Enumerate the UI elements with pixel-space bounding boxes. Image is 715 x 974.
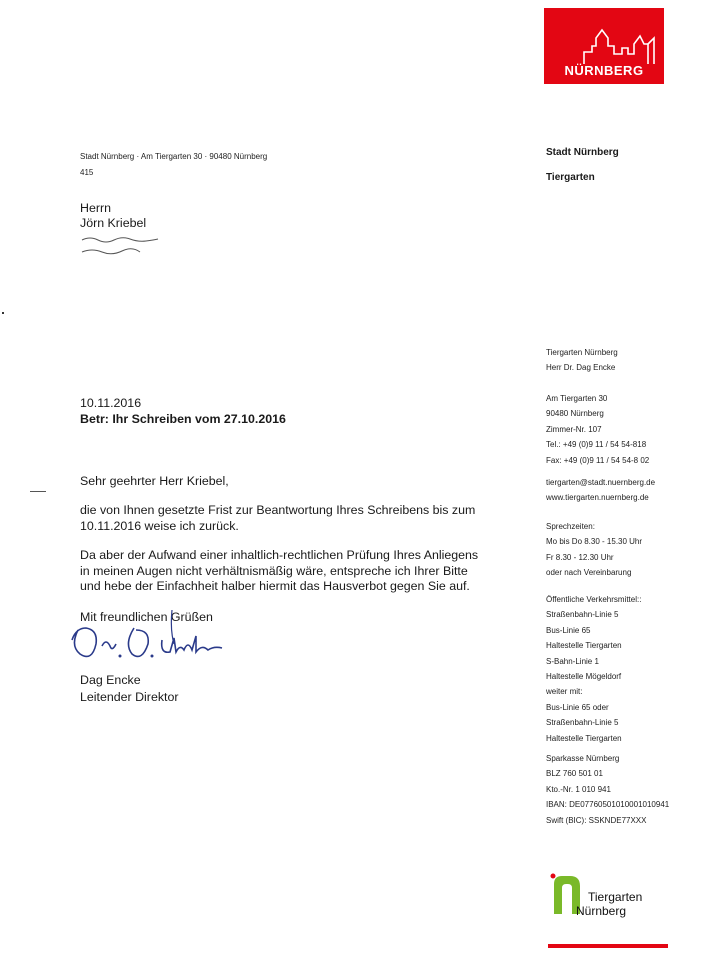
transit-block: [546, 592, 641, 746]
contact-city: 90480 Nürnberg: [546, 409, 604, 419]
footer-logo-line1: Tiergarten: [588, 890, 643, 904]
recipient-salutation: Herrn: [80, 201, 111, 215]
hours-line1: Mo bis Do 8.30 - 15.30 Uhr: [546, 537, 643, 547]
signature-image: [62, 600, 232, 670]
transit-line: Bus-Linie 65 oder: [546, 702, 609, 712]
signer-title: Leitender Direktor: [80, 690, 179, 704]
transit-line: Straßenbahn-Linie 5: [546, 610, 619, 620]
contact-fax: Fax: +49 (0)9 11 / 54 54-8 02: [546, 455, 650, 465]
paragraph-line: und hebe der Einfachheit halber hiermit das Hausverbot gegen Sie auf.: [80, 579, 470, 594]
bank-block: [546, 751, 669, 828]
bank-swift: Swift (BIC): SSKNDE77XXX: [546, 815, 647, 825]
nuernberg-logo: [544, 8, 664, 84]
hours-line2: Fr 8.30 - 12.30 Uhr: [546, 552, 614, 562]
contact-office: Tiergarten Nürnberg: [546, 348, 618, 357]
bank-name: Sparkasse Nürnberg: [546, 754, 620, 763]
org-name: Stadt Nürnberg: [546, 147, 619, 158]
bank-blz: BLZ 760 501 01: [546, 769, 603, 779]
contact-email: tiergarten@stadt.nuernberg.de: [546, 478, 656, 487]
recipient-name: Jörn Kriebel: [80, 216, 147, 230]
punch-mark: [2, 312, 4, 314]
logo-wordmark: NÜRNBERG: [564, 63, 644, 78]
contact-block: [546, 345, 618, 376]
contact-street: Am Tiergarten 30: [546, 394, 608, 403]
hours-block: [546, 519, 642, 581]
bank-iban: IBAN: DE07760501010001010941: [546, 800, 670, 810]
transit-line: S-Bahn-Linie 1: [546, 656, 599, 666]
transit-line: Bus-Linie 65: [546, 625, 591, 635]
hours-label: Sprechzeiten:: [546, 522, 595, 531]
paragraph-line: in meinen Augen nicht verhältnismäßig wäre, entspreche ich Ihrer Bitte: [80, 563, 468, 578]
paragraph-line: 10.11.2016 weise ich zurück.: [80, 518, 239, 533]
transit-line: Haltestelle Tiergarten: [546, 733, 622, 743]
signer-name: Dag Encke: [80, 673, 141, 687]
paragraph-1: [80, 503, 475, 534]
transit-line: Haltestelle Mögeldorf: [546, 672, 622, 682]
reference-number: 415: [80, 168, 94, 177]
redacted-address-scribble: [80, 234, 170, 256]
bottom-red-bar: [548, 944, 668, 948]
footer-logo-line2: Nürnberg: [576, 904, 627, 918]
paragraph-line: Da aber der Aufwand einer inhaltlich-rechtlichen Prüfung Ihres Anliegens: [80, 548, 479, 562]
address-block: [546, 391, 649, 468]
transit-line: Haltestelle Tiergarten: [546, 641, 622, 651]
online-block: [546, 475, 655, 506]
transit-line: Straßenbahn-Linie 5: [546, 718, 619, 728]
fold-mark: [30, 491, 46, 492]
tiergarten-logo: [548, 870, 668, 922]
transit-line: weiter mit:: [546, 687, 583, 697]
contact-person: Herr Dr. Dag Encke: [546, 363, 616, 373]
paragraph-line: die von Ihnen gesetzte Frist zur Beantwortung Ihres Schreibens bis zum: [80, 503, 476, 517]
transit-label: Öffentliche Verkehrsmittel::: [546, 595, 642, 604]
org-department: Tiergarten: [546, 172, 595, 183]
sender-line: Stadt Nürnberg · Am Tiergarten 30 · 90480 Nürnberg: [80, 152, 268, 161]
paragraph-2: [80, 548, 478, 595]
bank-kto: Kto.-Nr. 1 010 941: [546, 784, 611, 794]
letter-closing: Mit freundlichen Grüßen: [80, 610, 213, 624]
letter-subject: Betr: Ihr Schreiben vom 27.10.2016: [80, 412, 286, 426]
letter-greeting: Sehr geehrter Herr Kriebel,: [80, 474, 229, 488]
contact-room: Zimmer-Nr. 107: [546, 424, 602, 434]
contact-tel: Tel.: +49 (0)9 11 / 54 54-818: [546, 440, 647, 450]
letter-date: 10.11.2016: [80, 396, 142, 410]
contact-web: www.tiergarten.nuernberg.de: [546, 493, 649, 503]
hours-line3: oder nach Vereinbarung: [546, 568, 632, 578]
